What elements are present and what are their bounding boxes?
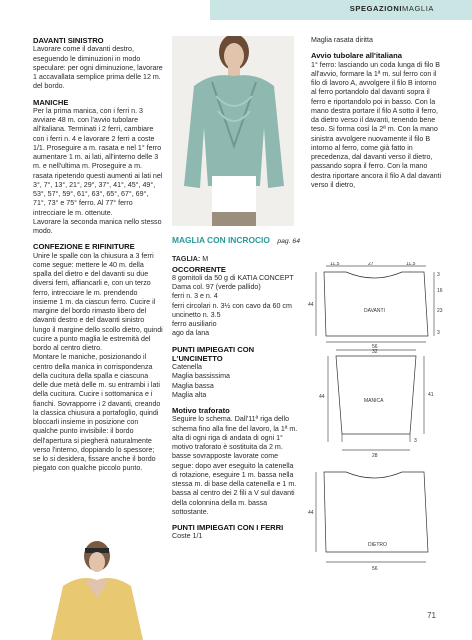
schematic-diagram: [306, 262, 456, 592]
page-reference: pag. 64: [277, 238, 300, 245]
paragraph: 1° ferro: lasciando un coda lunga di filo B all'avvio, formare la 1ª m. sul ferro con il filo di lavoro A, avvolgere il filo B intorno al ferro portandolo dal davanti sopra il ferro e riportandolo poi in basso. Con la mano destra portare il filo A sotto il ferro, da dietro verso il davanti, tenendo bene teso. Si forma così la 2ª m. Con la mano sinistra avvolgere nuovamente il filo B intorno al ferro, come già fatto in precedenza, dal davanti verso il dietro, passando sopra il ferro. Con la mano destra riportare ancora il filo A dal davanti verso il dietro,: [311, 60, 442, 189]
paragraph: 8 gomitoli da 50 g di KATIA CONCEPT Dama col. 97 (verde pallido): [172, 273, 294, 291]
paragraph: ferri n. 3 e n. 4: [172, 292, 218, 301]
middle-column: [172, 236, 300, 542]
front-piece-label: DAVANTI: [364, 308, 385, 314]
paragraph: Maglia bassa: [172, 381, 214, 390]
back-piece-label: DIETRO: [368, 542, 387, 548]
front-width-label: 56: [372, 344, 378, 350]
back-height-label: 44: [308, 510, 314, 516]
sleeve-piece-label: MANICA: [364, 398, 384, 404]
section-heading: MANICHE: [33, 97, 69, 107]
sleeve-left-label: 44: [319, 394, 325, 400]
top-label-right: 11,5: [406, 262, 416, 267]
paragraph: Montare le maniche, posizionando il centro della manica in corrispondenza della cucitura della spalla e ciascuna delle due metà delle m. su entrambi i lati della cucitura. Cucire i sottomanica e i fianchi. Sovrapporre i 2 davanti, creando la classica chiusura a portafoglio, quindi bloccarli insieme in posizione con qualche punto invisibile: il bordo dell'apertura si piegherà naturalmente verso l'interno, doppiando lo spessore; se lo si desidera, fissare anche il bordo piegato con qualche piccolo punto.: [33, 353, 161, 473]
front-side-3: 23: [437, 308, 443, 314]
size-label: TAGLIA:: [172, 255, 201, 264]
sleeve-right-label: 41: [428, 392, 434, 398]
back-width-label: 56: [372, 566, 378, 572]
front-side-4: 3: [437, 330, 440, 336]
paragraph: Unire le spalle con la chiusura a 3 ferri come segue: mettere le 40 m. della spalla del dietro e del davanti su due diversi ferri, affiancarli e, con un terzo ferro, intrecciare le m. prendendo insieme 1 m. da ciascun ferro. Cucire il margine del bordo rimasto libero del davanti destro e del davanti sinistro lungo il margine dello scollo dietro, quindi cucire a punto maglia le estremità del bordo al centro dietro.: [33, 251, 163, 352]
size-value: M: [202, 255, 209, 264]
model-photo-green-sweater: [172, 36, 294, 226]
paragraph: Maglia alta: [172, 390, 207, 399]
header-band: [210, 0, 472, 20]
header-title: SPEGAZIONIMAGLIA: [349, 4, 434, 13]
paragraph: Catenella: [172, 363, 202, 371]
section-heading: Motivo traforato: [172, 406, 230, 415]
paragraph: Coste 1/1: [172, 532, 203, 541]
paragraph: Maglia rasata diritta: [311, 36, 373, 44]
sleeve-cuff-label: 3: [414, 438, 417, 444]
paragraph: ferro ausiliario: [172, 320, 217, 328]
paragraph: ago da lana: [172, 329, 210, 338]
sleeve-bottom-label: 28: [372, 453, 378, 459]
top-label-left: 11,5: [330, 262, 340, 267]
section-heading: OCCORRENTE: [172, 264, 227, 274]
paragraph: Per la prima manica, con i ferri n. 3 avviare 48 m. con l'avvio tubolare all'italiana. Terminati i 2 ferri, cambiare con i ferri n. 4 e lavorare 2 ferri a coste 1/1. Proseguire a m. rasata e nel 1° ferro aumentare 1 m. ai lati, all'interno delle 3 m. e nell'ultima m. Proseguire a m. rasata ripetendo questi aumenti ai lati nel 3°, 7°, 13°, 21°, 29°, 37°, 41°, 45°, 49°, 53°, 57°, 59°, 61°, 63°, 65°, 67°, 69°, 71°, 73° e 75° ferro. Al 77° ferro intrecciare le m. ottenute.: [33, 106, 163, 217]
paragraph: ferri circolari n. 3½ con cavo da 60 cm: [172, 301, 292, 310]
paragraph: Lavorare come il davanti destro, eseguendo le diminuzioni in modo speculare: per ogni diminuzione, lavorare 1 accavallata semplice prima delle 12 m. del bordo.: [33, 45, 163, 91]
paragraph: Seguire lo schema. Dall'11ª riga dello schema fino alla fine del lavoro, la 1ª m. alta di ogni riga di andata di ogni 1° motivo traforato è sostituita da 2 m. basse sovrapposte lavorate come segue: dopo aver eseguito la catenella di rotazione, eseguire 1 m. bassa nella stessa m. di base della catenella e 1 m. bassa al centro dei 2 fili a V sul davanti della colonnina della m. bassa sottostante.: [172, 415, 298, 516]
pattern-title: MAGLIA CON INCROCIO: [172, 235, 270, 245]
section-heading: PUNTI IMPIEGATI CON I FERRI: [172, 523, 284, 532]
section-heading: CONFEZIONE E RIFINITURE: [33, 242, 135, 252]
section-heading: PUNTI IMPIEGATI CON L'UNCINETTO: [172, 344, 255, 363]
paragraph: Lavorare la seconda manica nello stesso modo.: [33, 217, 162, 235]
paragraph: Maglia bassissima: [172, 372, 230, 381]
right-column: [311, 36, 443, 190]
section-heading: Avvio tubolare all'italiana: [311, 51, 402, 61]
paragraph: uncinetto n. 3.5: [172, 310, 221, 319]
front-side-2: 16: [437, 288, 443, 294]
section-heading: DAVANTI SINISTRO: [33, 36, 104, 45]
page-number: 71: [427, 611, 436, 620]
left-column: [33, 36, 163, 474]
front-side-1: 3: [437, 272, 440, 278]
model-photo-yellow-top: [33, 540, 163, 640]
top-label-mid: 27: [368, 262, 374, 267]
sleeve-top-label: 32: [372, 349, 378, 355]
front-height-label: 44: [308, 302, 314, 308]
